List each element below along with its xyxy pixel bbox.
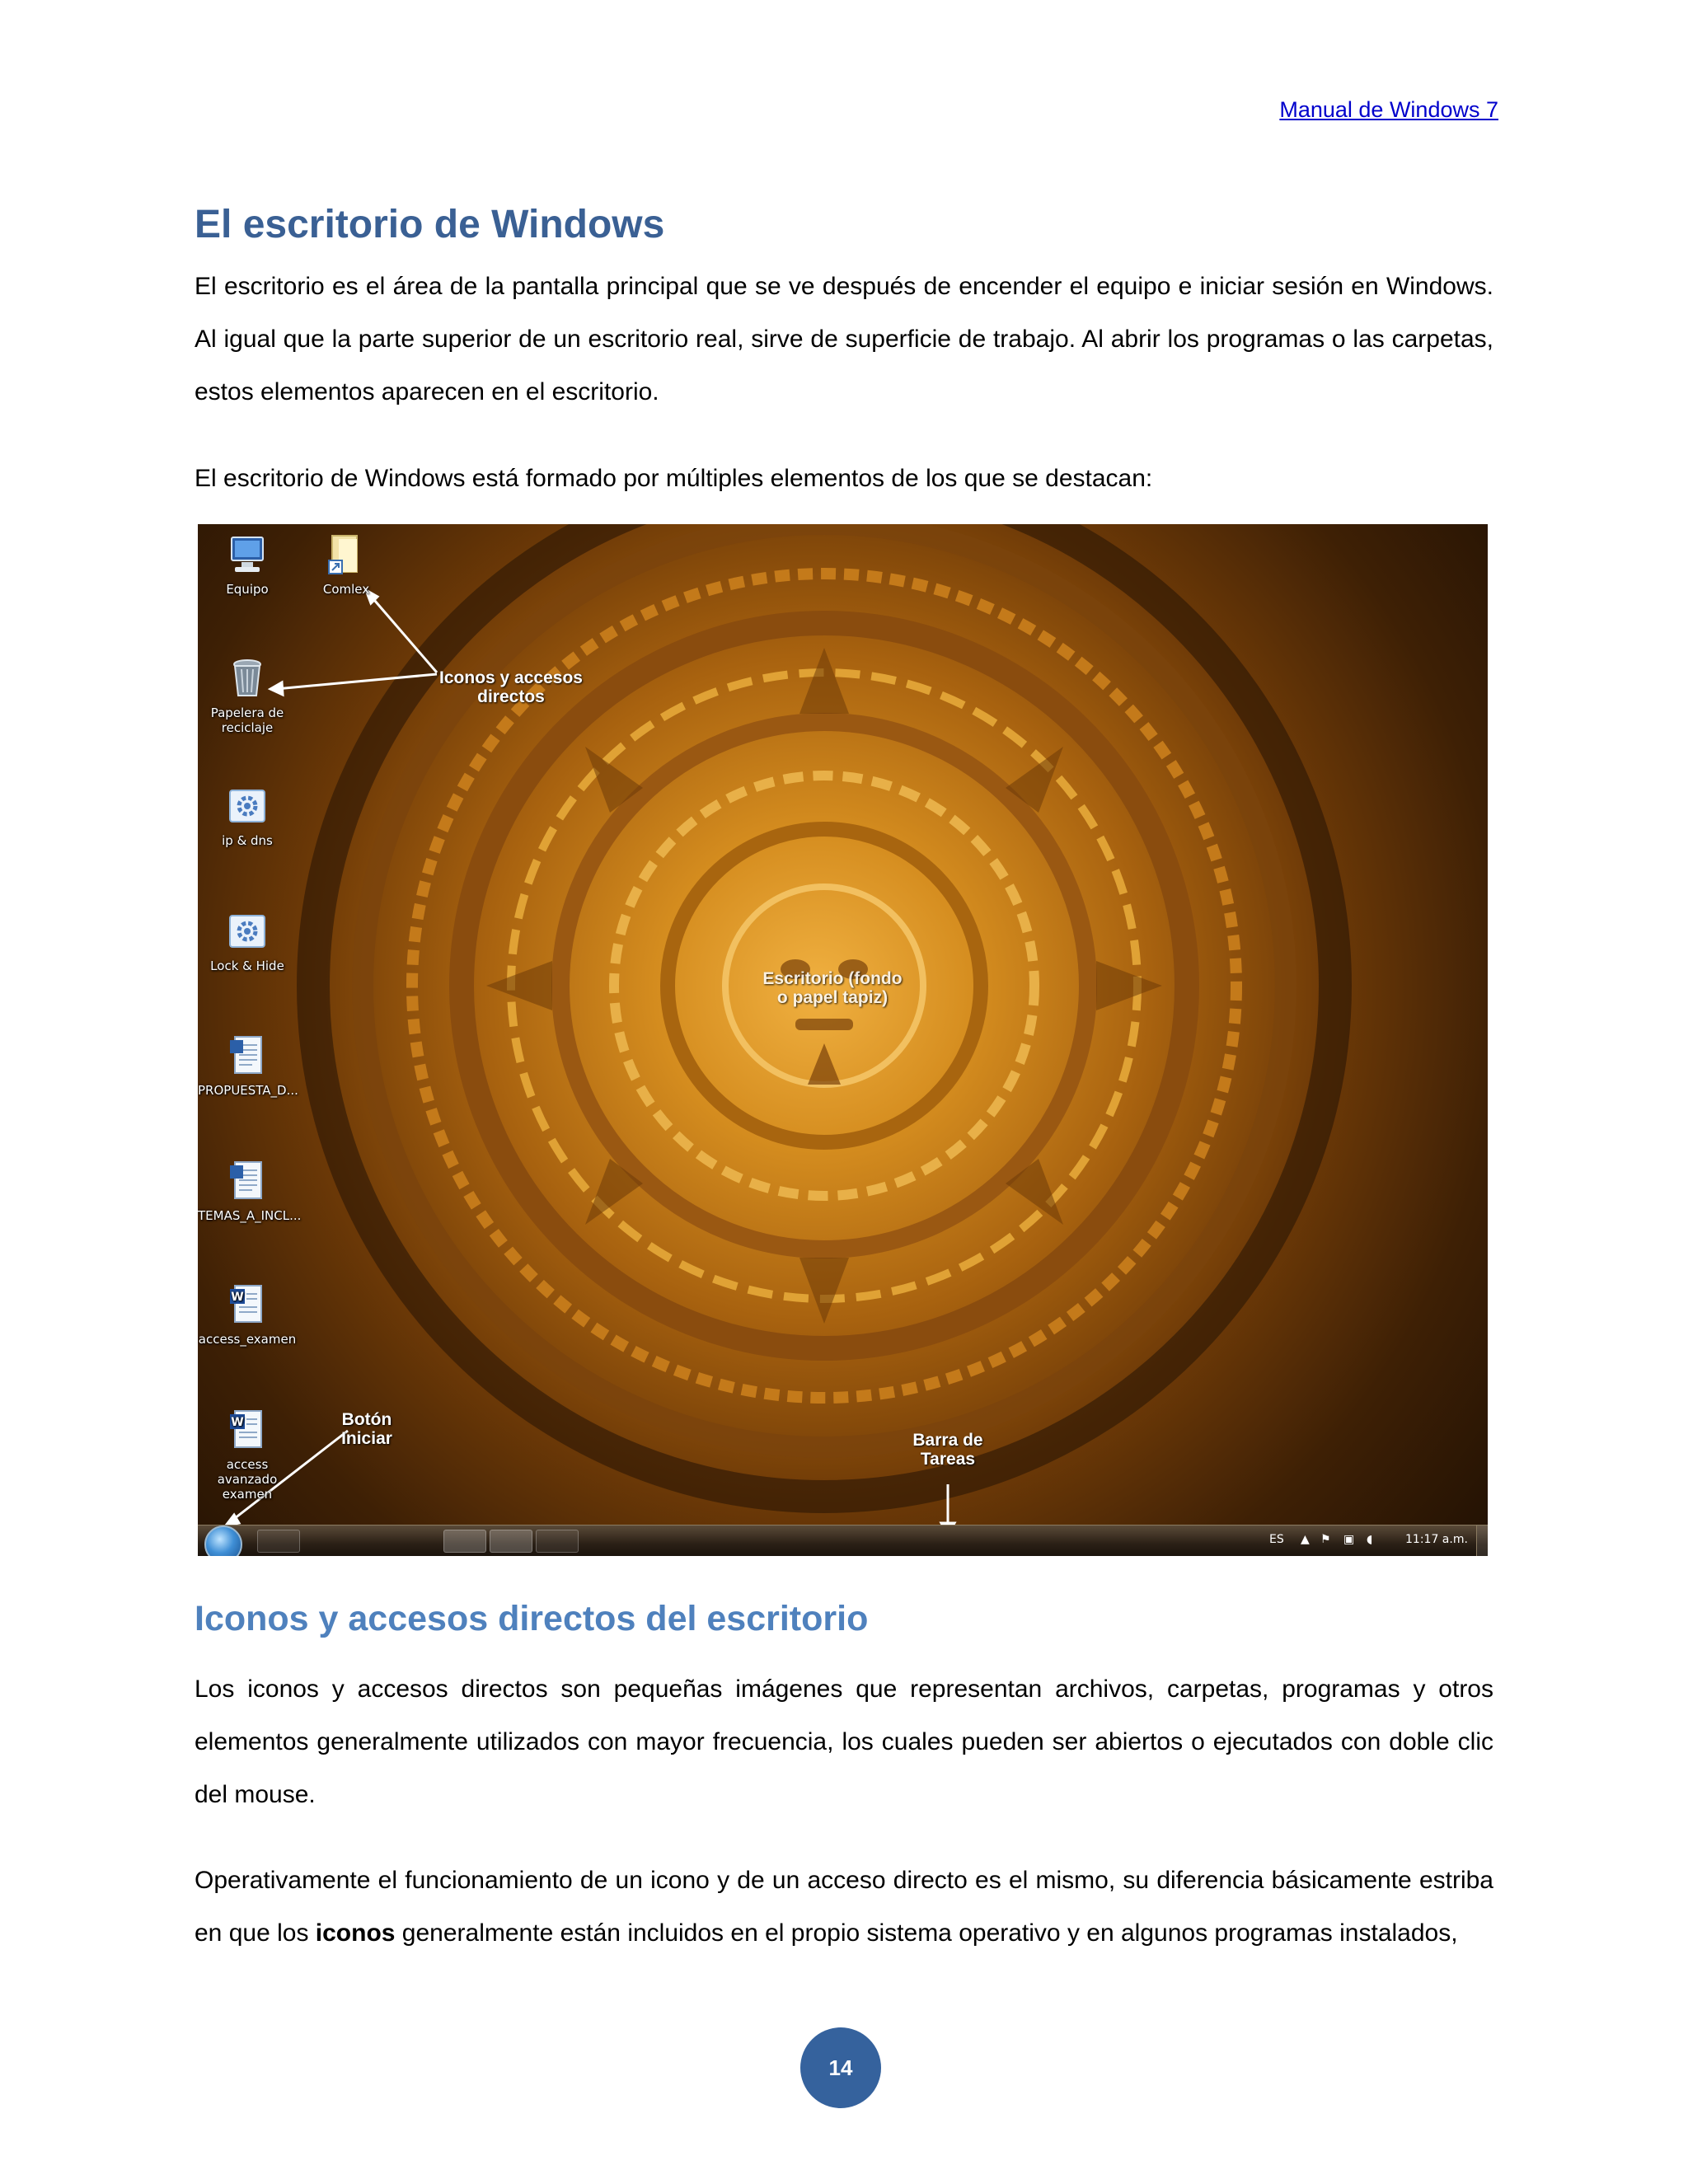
language-indicator[interactable]: ES <box>1269 1533 1284 1546</box>
volume-icon[interactable]: ◖ <box>1367 1533 1373 1546</box>
desktop-icon-temas[interactable]: TEMAS_A_INCL... <box>198 1159 297 1223</box>
document-icon <box>225 1159 270 1203</box>
taskbar <box>198 1525 1488 1556</box>
clock-time[interactable]: 11:17 a.m. <box>1405 1533 1468 1546</box>
action-center-flag-icon[interactable]: ⚑ <box>1320 1533 1331 1546</box>
bold-term-iconos: iconos <box>315 1919 396 1947</box>
taskbar-word-button[interactable] <box>536 1530 579 1553</box>
page-number-badge: 14 <box>800 2027 881 2108</box>
word-document-icon <box>225 1282 270 1327</box>
recycle-bin-icon <box>225 656 270 701</box>
desktop-icon-propuesta[interactable]: PROPUESTA_D... <box>198 1033 297 1098</box>
settings-shortcut-icon <box>225 909 270 954</box>
desktop-icon-lock-hide[interactable]: Lock & Hide <box>198 909 297 973</box>
header-manual-link[interactable]: Manual de Windows 7 <box>1279 97 1498 122</box>
taskbar-media-button[interactable] <box>303 1530 346 1553</box>
section-title-icons: Iconos y accesos directos del escritorio <box>195 1599 869 1638</box>
paragraph-icons-definition: Los iconos y accesos directos son pequeñas imágenes que representan archivos, carpetas, programas y otros elementos generalmente utilizados con mayor frecuencia, los cuales pueden ser abiertos o ejecutados con doble clic del mouse. <box>195 1675 1493 1808</box>
annotation-taskbar: Barra de Tareas <box>912 1431 983 1469</box>
svg-text:W: W <box>231 1291 244 1304</box>
word-document-icon <box>225 1408 270 1452</box>
taskbar-ie-button[interactable] <box>257 1530 300 1553</box>
desktop-icon-comlex[interactable]: Comlex <box>297 532 396 597</box>
svg-text:W: W <box>231 1416 244 1429</box>
desktop-icon-papelera[interactable]: Papelera de reciclaje <box>198 656 297 735</box>
taskbar-app-button[interactable] <box>443 1530 486 1553</box>
paragraph-desktop-elements: El escritorio de Windows está formado por múltiples elementos de los que se destacan: <box>195 465 1153 492</box>
folder-shortcut-icon <box>324 532 368 577</box>
paragraph-desktop-intro: El escritorio es el área de la pantalla principal que se ve después de encender el equipo e iniciar sesión en Windows. Al igual que la parte superior de un escritorio real, sirve de superficie de trabajo. Al abrir los programas o las carpetas, estos elementos aparecen en el escritorio. <box>195 273 1493 405</box>
desktop-icon-equipo[interactable]: Equipo <box>198 532 297 597</box>
desktop-icon-access-avanzado[interactable]: W access avanzado examen <box>198 1408 297 1502</box>
network-icon[interactable]: ▣ <box>1343 1533 1355 1546</box>
settings-shortcut-icon <box>225 784 270 828</box>
show-desktop-button[interactable] <box>1476 1526 1488 1556</box>
annotation-icons: Iconos y accesos directos <box>439 668 583 706</box>
taskbar-explorer-button[interactable] <box>389 1530 432 1553</box>
start-button[interactable] <box>204 1526 242 1556</box>
section-title-desktop: El escritorio de Windows <box>195 203 665 246</box>
taskbar-app-button[interactable] <box>346 1530 389 1553</box>
paragraph-icons-difference: Operativamente el funcionamiento de un icono y de un acceso directo es el mismo, su diferencia básicamente estriba en que los iconos generalmente están incluidos en el propio sistema operativo y en algunos programas instalados, <box>195 1867 1493 1947</box>
desktop-icon-ip-dns[interactable]: ip & dns <box>198 784 297 848</box>
tray-up-arrow-icon[interactable]: ▲ <box>1301 1533 1310 1546</box>
desktop-icon-access-examen[interactable]: W access_examen <box>198 1282 297 1347</box>
desktop-screenshot <box>198 524 1488 1556</box>
annotation-wallpaper: Escritorio (fondo o papel tapiz) <box>762 969 903 1007</box>
annotation-start-button: Botón Iniciar <box>341 1410 392 1448</box>
taskbar-app-button[interactable] <box>490 1530 532 1553</box>
computer-icon <box>225 532 270 577</box>
document-icon <box>225 1033 270 1078</box>
wallpaper-sun-stone <box>198 524 1488 1556</box>
